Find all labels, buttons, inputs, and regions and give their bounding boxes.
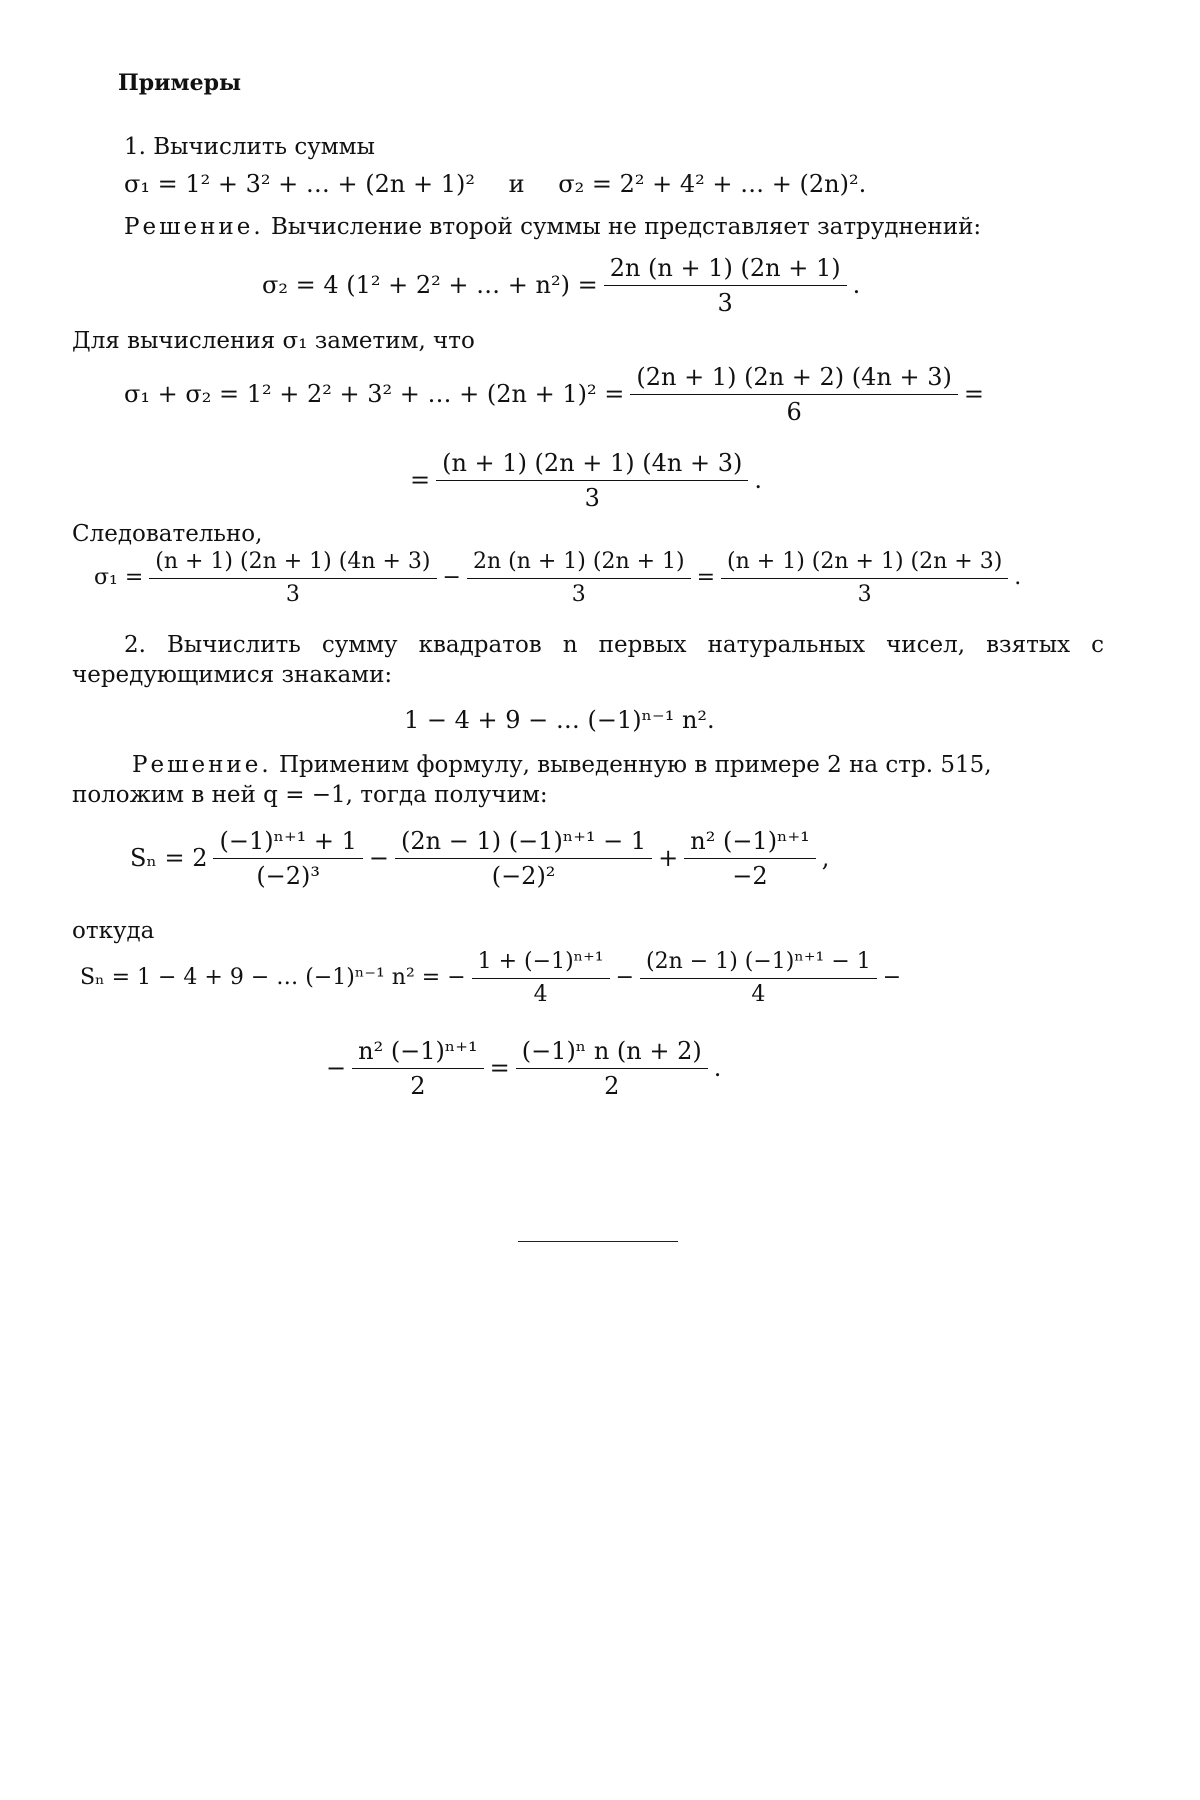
equation-sn-expanded xyxy=(80,950,901,1007)
punctuation: . xyxy=(713,1054,722,1083)
example-2-solution-line-1 xyxy=(132,752,1104,780)
section-end-divider xyxy=(518,1241,678,1242)
fraction-numerator: (n + 1) (2n + 1) (2n + 3) xyxy=(721,550,1008,579)
hence-label: Следовательно, xyxy=(72,521,263,547)
equation-sigma-sum xyxy=(124,364,984,426)
fraction xyxy=(630,364,958,426)
fraction-numerator: (n + 1) (2n + 1) (4n + 3) xyxy=(436,450,748,481)
example-1-solution-intro xyxy=(124,214,1104,242)
fraction xyxy=(604,255,847,317)
equals-sign: = xyxy=(963,380,984,409)
fraction xyxy=(640,950,877,1007)
conjunction-and: и xyxy=(508,170,525,198)
fraction-denominator: 3 xyxy=(571,582,586,608)
equation-left-side: σ₁ + σ₂ = 1² + 2² + 3² + … + (2n + 1)² = xyxy=(124,380,625,409)
fraction xyxy=(352,1038,483,1100)
fraction-denominator: (−2)³ xyxy=(256,862,321,891)
solution-label: Решение. xyxy=(124,214,264,240)
fraction-denominator: 3 xyxy=(717,289,733,318)
minus-sign: − xyxy=(368,844,389,873)
fraction-denominator: 6 xyxy=(786,398,802,427)
fraction-numerator: n² (−1)ⁿ⁺¹ xyxy=(684,828,815,859)
fraction-denominator: 2 xyxy=(410,1072,426,1101)
fraction xyxy=(684,828,815,890)
whence-label: откуда xyxy=(72,918,155,944)
fraction-numerator: (n + 1) (2n + 1) (4n + 3) xyxy=(149,550,436,579)
minus-sign: − xyxy=(615,965,635,991)
fraction-numerator: (2n − 1) (−1)ⁿ⁺¹ − 1 xyxy=(395,828,652,859)
equals-sign: = xyxy=(489,1054,510,1083)
fraction xyxy=(516,1038,708,1100)
equation-left-side: σ₁ = xyxy=(94,565,144,591)
equation-sn-final xyxy=(326,1038,721,1100)
fraction xyxy=(721,550,1008,607)
fraction-numerator: (2n + 1) (2n + 2) (4n + 3) xyxy=(630,364,958,395)
sigma2-definition: σ₂ = 2² + 4² + … + (2n)². xyxy=(558,170,867,198)
fraction-numerator: 2n (n + 1) (2n + 1) xyxy=(604,255,847,286)
fraction xyxy=(436,450,748,512)
note-sigma1: Для вычисления σ₁ заметим, что xyxy=(72,328,475,354)
alternating-series: 1 − 4 + 9 − … (−1)ⁿ⁻¹ n². xyxy=(404,706,715,734)
minus-sign: − xyxy=(442,565,461,591)
fraction-denominator: 4 xyxy=(751,982,766,1008)
example-2-task-line-1: 2. Вычислить сумму квадратов n первых натуральных чисел, взятых с xyxy=(124,632,1104,658)
plus-sign: + xyxy=(658,844,679,873)
punctuation: . xyxy=(852,271,861,300)
punctuation: , xyxy=(821,844,830,873)
fraction xyxy=(472,950,610,1007)
example-1-sums-definition xyxy=(124,170,866,199)
fraction xyxy=(213,828,362,890)
sigma1-definition: σ₁ = 1² + 3² + … + (2n + 1)² xyxy=(124,170,475,198)
fraction-numerator: (2n − 1) (−1)ⁿ⁺¹ − 1 xyxy=(640,950,877,979)
example-2-task-line-2: чередующимися знаками: xyxy=(72,662,393,688)
fraction-denominator: 3 xyxy=(584,484,600,513)
example-2-solution-line-2: положим в ней q = −1, тогда получим: xyxy=(72,782,548,808)
fraction-numerator: 1 + (−1)ⁿ⁺¹ xyxy=(472,950,610,979)
fraction-denominator: (−2)² xyxy=(491,862,556,891)
fraction xyxy=(467,550,691,607)
punctuation: . xyxy=(1014,565,1022,591)
minus-sign: − xyxy=(326,1054,347,1083)
fraction-numerator: (−1)ⁿ n (n + 2) xyxy=(516,1038,708,1069)
equals-sign: = xyxy=(696,565,716,591)
equation-sn-formula xyxy=(130,828,829,890)
fraction-numerator: 2n (n + 1) (2n + 1) xyxy=(467,550,691,579)
equation-left-side: Sₙ = 1 − 4 + 9 − … (−1)ⁿ⁻¹ n² = − xyxy=(80,965,466,991)
solution-text: Вычисление второй суммы не представляет затруднений: xyxy=(270,214,982,240)
equation-sigma-sum-continued xyxy=(410,450,762,512)
fraction xyxy=(395,828,652,890)
equals-sign: = xyxy=(410,466,431,495)
fraction-denominator: −2 xyxy=(732,862,768,891)
equation-left-side: Sₙ = 2 xyxy=(130,844,208,873)
example-1-task: 1. Вычислить суммы xyxy=(124,134,375,160)
equation-sigma1-result xyxy=(94,550,1021,607)
fraction xyxy=(149,550,436,607)
fraction-denominator: 2 xyxy=(604,1072,620,1101)
equation-sigma2 xyxy=(262,255,860,317)
punctuation: . xyxy=(754,466,763,495)
fraction-numerator: (−1)ⁿ⁺¹ + 1 xyxy=(213,828,362,859)
fraction-denominator: 3 xyxy=(285,582,300,608)
section-heading: Примеры xyxy=(118,70,242,96)
equation-left-side: σ₂ = 4 (1² + 2² + … + n²) = xyxy=(262,271,598,300)
minus-sign: − xyxy=(882,965,902,991)
fraction-denominator: 3 xyxy=(857,582,872,608)
solution-label: Решение. xyxy=(132,752,272,778)
solution-text: Применим формулу, выведенную в примере 2 на стр. 515, xyxy=(278,752,992,778)
fraction-denominator: 4 xyxy=(533,982,548,1008)
fraction-numerator: n² (−1)ⁿ⁺¹ xyxy=(352,1038,483,1069)
